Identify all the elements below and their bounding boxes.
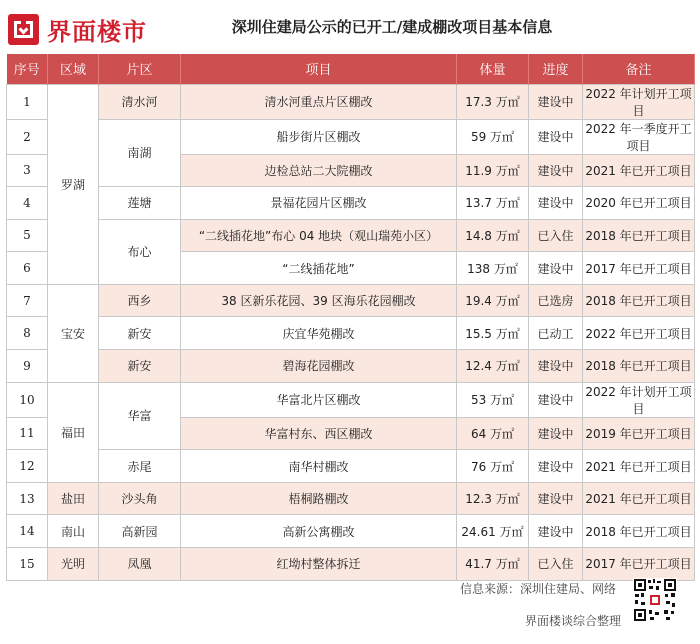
project-cell: 南华村棚改 [181,450,457,483]
row-number: 14 [7,515,48,548]
project-cell: 华富北片区棚改 [181,382,457,417]
note-cell: 2018 年已开工项目 [583,284,695,317]
volume-cell: 138 万㎡ [457,252,529,285]
note-cell: 2017 年已开工项目 [583,252,695,285]
region-cell: 光明 [48,548,99,581]
project-cell: 碧海花园棚改 [181,350,457,383]
progress-cell: 已入住 [529,219,583,252]
project-cell: 高新公寓棚改 [181,515,457,548]
region-cell: 南山 [48,515,99,548]
progress-cell: 已选房 [529,284,583,317]
area-cell: 沙头角 [99,482,181,515]
qr-code-icon [633,578,677,622]
row-number: 11 [7,417,48,450]
project-cell: 梧桐路棚改 [181,482,457,515]
area-cell: 布心 [99,219,181,284]
volume-cell: 17.3 万㎡ [457,84,529,119]
area-cell: 西乡 [99,284,181,317]
note-cell: 2017 年已开工项目 [583,548,695,581]
table-row [7,317,695,350]
progress-cell: 建设中 [529,450,583,483]
area-cell: 华富 [99,382,181,450]
table-row [7,284,695,317]
table-row [7,548,695,581]
column-header: 备注 [583,54,695,84]
volume-cell: 12.4 万㎡ [457,350,529,383]
table-row [7,515,695,548]
table-row [7,382,695,417]
note-cell: 2018 年已开工项目 [583,515,695,548]
progress-cell: 建设中 [529,350,583,383]
row-number: 4 [7,187,48,220]
row-number: 5 [7,219,48,252]
volume-cell: 76 万㎡ [457,450,529,483]
area-cell: 凤凰 [99,548,181,581]
volume-cell: 59 万㎡ [457,119,529,154]
progress-cell: 建设中 [529,417,583,450]
project-cell: 华富村东、西区棚改 [181,417,457,450]
project-cell: “二线插花地” [181,252,457,285]
table-row [7,219,695,252]
project-cell: 清水河重点片区棚改 [181,84,457,119]
note-cell: 2020 年已开工项目 [583,187,695,220]
progress-cell: 建设中 [529,187,583,220]
logo-icon [8,14,39,45]
area-cell: 清水河 [99,84,181,119]
project-cell: 景福花园片区棚改 [181,187,457,220]
table-row [7,187,695,220]
row-number: 2 [7,119,48,154]
column-header: 进度 [529,54,583,84]
row-number: 1 [7,84,48,119]
progress-cell: 建设中 [529,252,583,285]
table-header-row [7,54,695,84]
note-cell: 2021 年已开工项目 [583,450,695,483]
row-number: 8 [7,317,48,350]
note-cell: 2022 年计划开工项目 [583,84,695,119]
row-number: 13 [7,482,48,515]
note-cell: 2022 年计划开工项目 [583,382,695,417]
row-number: 12 [7,450,48,483]
region-cell: 罗湖 [48,84,99,284]
note-cell: 2018 年已开工项目 [583,350,695,383]
area-cell: 高新园 [99,515,181,548]
volume-cell: 64 万㎡ [457,417,529,450]
column-header: 项目 [181,54,457,84]
source-note: 信息来源：深圳住建局、网络 [460,582,617,596]
progress-cell: 建设中 [529,482,583,515]
page-header [0,0,700,54]
area-cell: 新安 [99,317,181,350]
column-header: 区域 [48,54,99,84]
progress-cell: 建设中 [529,84,583,119]
project-cell: 38 区新乐花园、39 区海乐花园棚改 [181,284,457,317]
volume-cell: 19.4 万㎡ [457,284,529,317]
table-row [7,84,695,119]
note-cell: 2021 年已开工项目 [583,482,695,515]
region-cell: 宝安 [48,284,99,382]
page-title: 深圳住建局公示的已开工/建成棚改项目基本信息 [231,18,553,36]
project-cell: 庆宜华苑棚改 [181,317,457,350]
column-header: 片区 [99,54,181,84]
volume-cell: 13.7 万㎡ [457,187,529,220]
volume-cell: 53 万㎡ [457,382,529,417]
logo-text: 界面楼市 [47,18,147,46]
project-cell: “二线插花地”布心 04 地块（观山瑞苑小区） [181,219,457,252]
progress-cell: 已入住 [529,548,583,581]
row-number: 7 [7,284,48,317]
volume-cell: 41.7 万㎡ [457,548,529,581]
row-number: 3 [7,154,48,187]
table-row [7,119,695,154]
row-number: 6 [7,252,48,285]
column-header: 序号 [7,54,48,84]
volume-cell: 15.5 万㎡ [457,317,529,350]
progress-cell: 建设中 [529,515,583,548]
note-cell: 2019 年已开工项目 [583,417,695,450]
table-row [7,482,695,515]
table-row [7,450,695,483]
progress-cell: 建设中 [529,382,583,417]
volume-cell: 12.3 万㎡ [457,482,529,515]
projects-table [6,54,695,581]
project-cell: 船步街片区棚改 [181,119,457,154]
progress-cell: 已动工 [529,317,583,350]
row-number: 9 [7,350,48,383]
area-cell: 新安 [99,350,181,383]
area-cell: 南湖 [99,119,181,187]
row-number: 15 [7,548,48,581]
area-cell: 莲塘 [99,187,181,220]
volume-cell: 11.9 万㎡ [457,154,529,187]
credit-note: 界面楼谈综合整理 [525,614,622,628]
volume-cell: 24.61 万㎡ [457,515,529,548]
table-row [7,350,695,383]
area-cell: 赤尾 [99,450,181,483]
project-cell: 红坳村整体拆迁 [181,548,457,581]
note-cell: 2018 年已开工项目 [583,219,695,252]
progress-cell: 建设中 [529,154,583,187]
project-cell: 边检总站二大院棚改 [181,154,457,187]
column-header: 体量 [457,54,529,84]
note-cell: 2022 年一季度开工项目 [583,119,695,154]
brand-logo [8,12,147,47]
volume-cell: 14.8 万㎡ [457,219,529,252]
progress-cell: 建设中 [529,119,583,154]
region-cell: 盐田 [48,482,99,515]
note-cell: 2021 年已开工项目 [583,154,695,187]
region-cell: 福田 [48,382,99,482]
row-number: 10 [7,382,48,417]
note-cell: 2022 年已开工项目 [583,317,695,350]
